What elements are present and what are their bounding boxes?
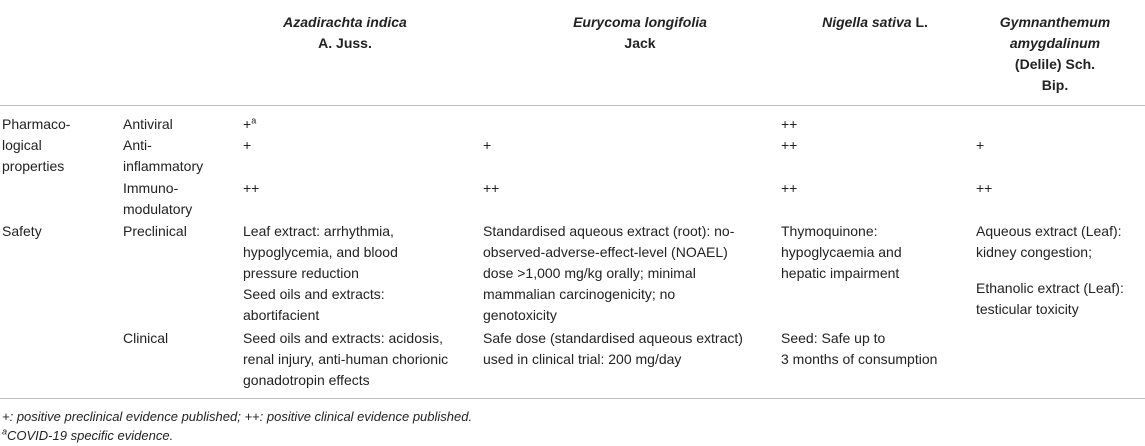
row-label-line: Immuno- [123,180,179,196]
cell-preclinical-gymnanthemum [976,221,1124,320]
cell-value: + [243,116,252,132]
header-nigella-author: L. [915,14,928,30]
cell-line: gonadotropin effects [243,372,370,388]
footnote-a [2,425,173,446]
cell-line: Leaf extract: arrhythmia, [243,223,394,239]
group-label-line: Pharmaco- [2,116,71,132]
cell-antiviral-nigella: ++ [781,116,798,132]
row-label-line: modulatory [123,201,193,217]
cell-line: kidney congestion; [976,244,1092,260]
cell-preclinical-azadirachta [243,221,398,326]
cell-immunomodulatory-gymnanthemum: ++ [976,180,993,196]
cell-line: pressure reduction [243,265,359,281]
header-nigella [790,12,960,33]
group-label-pharmacological [2,114,70,177]
footnote-a-text: COVID-19 specific evidence. [7,428,174,443]
cell-line: genotoxicity [483,307,557,323]
cell-line: abortifacient [243,307,320,323]
cell-line: Seed oils and extracts: acidosis, [243,330,443,346]
footnote-marker: a [251,115,257,126]
cell-line: observed-adverse-effect-level (NOAEL) [483,244,728,260]
row-label-antiviral: Antiviral [123,116,173,132]
header-eurycoma [490,12,790,54]
header-eurycoma-author: Jack [624,35,656,51]
cell-clinical-eurycoma [483,328,743,370]
cell-preclinical-eurycoma [483,221,734,326]
cell-immunomodulatory-azadirachta: ++ [243,180,260,196]
cell-antiviral-azadirachta [243,114,256,135]
table-bottom-divider [0,398,1145,399]
footnote-a-marker: a [2,426,8,437]
cell-line: Seed: Safe up to [781,330,886,346]
cell-clinical-nigella [781,328,937,370]
cell-line: hypoglycaemia and [781,244,902,260]
row-label-immunomodulatory [123,178,192,220]
cell-immunomodulatory-eurycoma: ++ [483,180,500,196]
header-divider [0,105,1145,106]
cell-antiinflammatory-gymnanthemum: + [976,137,985,153]
cell-line: dose >1,000 mg/kg orally; minimal [483,265,696,281]
row-label-line: Anti- [123,137,152,153]
row-label-clinical: Clinical [123,330,169,346]
cell-antiinflammatory-nigella: ++ [781,137,798,153]
cell-line: mammalian carcinogenicity; no [483,286,676,302]
header-azadirachta [250,12,440,54]
header-azadirachta-author: A. Juss. [318,35,372,51]
cell-line: renal injury, anti-human chorionic [243,351,449,367]
cell-line: Safe dose (standardised aqueous extract) [483,330,743,346]
cell-line: used in clinical trial: 200 mg/day [483,351,682,367]
cell-line: Thymoquinone: [781,223,878,239]
cell-line: Seed oils and extracts: [243,286,385,302]
cell-line: hypoglycemia, and blood [243,244,398,260]
cell-line: Aqueous extract (Leaf): [976,223,1122,239]
cell-line: Standardised aqueous extract (root): no- [483,223,735,239]
cell-antiinflammatory-azadirachta: + [243,137,252,153]
header-nigella-name: Nigella sativa [822,14,912,30]
header-gymnanthemum-name2: amygdalinum [1009,35,1101,51]
cell-immunomodulatory-nigella: ++ [781,180,798,196]
row-label-antiinflammatory [123,135,203,177]
cell-preclinical-nigella [781,221,902,284]
group-label-line: properties [2,158,65,174]
header-gymnanthemum [965,12,1145,96]
cell-line: 3 months of consumption [781,351,938,367]
cell-line: hepatic impairment [781,265,900,281]
header-azadirachta-name: Azadirachta indica [283,14,407,30]
cell-antiinflammatory-eurycoma: + [483,137,492,153]
cell-clinical-azadirachta [243,328,448,391]
row-label-line: inflammatory [123,158,204,174]
group-label-safety: Safety [2,223,42,239]
header-gymnanthemum-author1: (Delile) Sch. [1014,56,1096,72]
cell-line: testicular toxicity [976,301,1079,317]
group-label-line: logical [2,137,42,153]
cell-line: Ethanolic extract (Leaf): [976,280,1124,296]
header-eurycoma-name: Eurycoma longifolia [573,14,707,30]
row-label-preclinical: Preclinical [123,223,187,239]
header-gymnanthemum-name1: Gymnanthemum [999,14,1111,30]
footnote-legend: +: positive preclinical evidence published; ++: positive clinical evidence published. [2,409,473,424]
header-gymnanthemum-author2: Bip. [1041,77,1069,93]
